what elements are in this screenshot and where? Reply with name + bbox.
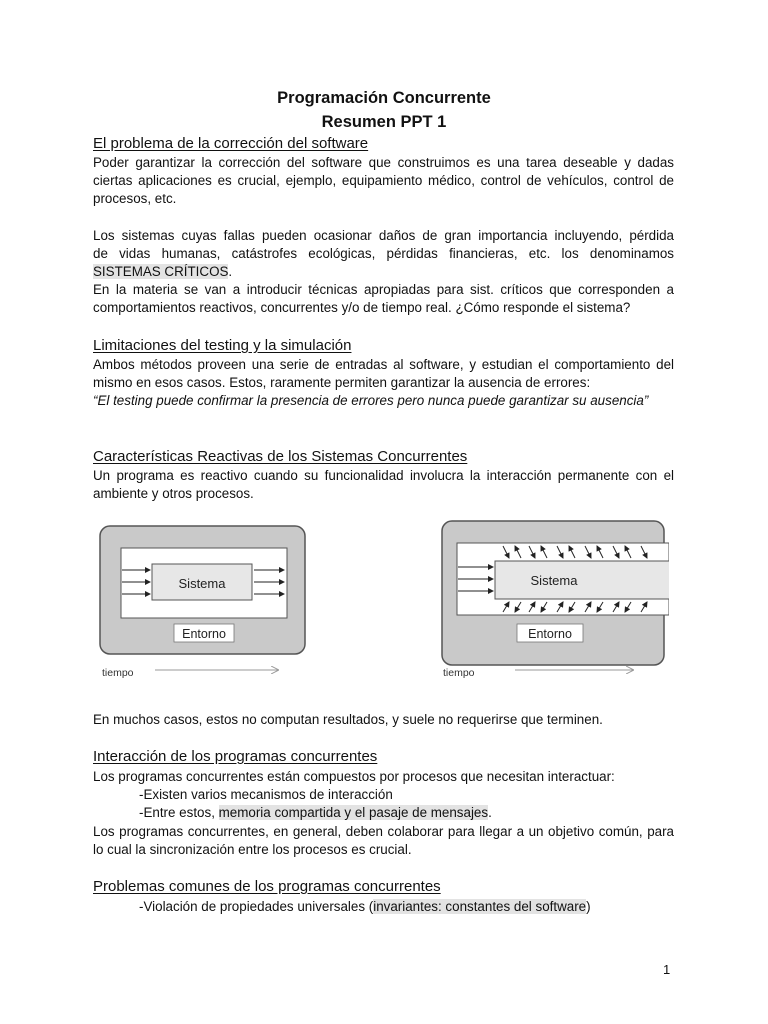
section-heading-correccion: El problema de la corrección del software — [93, 135, 369, 152]
figure-sistema-reactivo — [437, 515, 669, 685]
system-label: Sistema — [178, 576, 226, 591]
bullet-violacion — [139, 898, 720, 916]
paragraph-correccion: Poder garantizar la corrección del software que construimos es una tarea deseable y dadas ciertas aplicaciones es crucial, ejemplo, equipamiento médico, control de vehículos, control de procesos, etc. — [93, 155, 674, 207]
highlight-memoria: memoria compartida y el pasaje de mensajes — [218, 805, 489, 820]
section-heading-reactivas: Características Reactivas de los Sistemas Concurrentes — [93, 448, 468, 465]
document-subtitle: Resumen PPT 1 — [321, 113, 447, 131]
page-number: 1 — [663, 962, 671, 977]
env-label: Entorno — [182, 627, 226, 641]
period: . — [488, 805, 492, 820]
bullet-prefix: -Violación de propiedades universales ( — [139, 899, 374, 914]
system-label: Sistema — [530, 573, 578, 588]
env-label: Entorno — [528, 627, 572, 641]
time-label: tiempo — [443, 667, 475, 679]
paragraph-tecnicas: En la materia se van a introducir técnicas apropiadas para sist. críticos que corresponden a comportamientos reactivos, concurrentes y/o de tiempo real. ¿Cómo responde el sistema? — [93, 282, 674, 316]
figure-sistema-transformacional — [95, 520, 315, 685]
line-1: Los sistemas cuyas fallas pueden ocasionar daños de gran importancia incluyendo, pérdida — [93, 228, 674, 243]
bullet-prefix: -Entre estos, — [139, 805, 219, 820]
period: . — [228, 264, 233, 280]
section-heading-problemas: Problemas comunes de los programas concurrentes — [93, 878, 441, 895]
paragraph-sincronizacion: Los programas concurrentes, en general, deben colaborar para llegar a un objetivo común, para lo cual la sincronización entre los procesos es crucial. — [93, 824, 674, 858]
closing-paren: ) — [586, 899, 591, 914]
time-label: tiempo — [102, 667, 134, 679]
paragraph-reactivo: Un programa es reactivo cuando su funcionalidad involucra la interacción permanente con el ambiente y otros procesos. — [93, 468, 674, 502]
line-2: de vidas humanas, catástrofes ecológicas, pérdidas financieras, etc. los denominamos — [93, 246, 674, 262]
highlight-invariantes: invariantes: constantes del software — [373, 899, 587, 914]
paragraph-testing: Ambos métodos proveen una serie de entradas al software, y estudian el comportamiento del mismo en esos casos. Estos, raramente permiten garantizar la ausencia de errores: — [93, 357, 674, 391]
bullet-mecanismos: -Existen varios mecanismos de interacción — [139, 787, 393, 802]
paragraph-interaccion: Los programas concurrentes están compuestos por procesos que necesitan interactuar: — [93, 769, 615, 784]
system-box — [495, 561, 669, 599]
paragraph-sistemas-criticos — [93, 227, 674, 282]
paragraph-no-terminan: En muchos casos, estos no computan resultados, y suele no requerirse que terminen. — [93, 712, 603, 727]
quote-testing: “El testing puede confirmar la presencia de errores pero nunca puede garantizar su ausencia” — [93, 393, 649, 408]
section-heading-interaccion: Interacción de los programas concurrentes — [93, 748, 378, 765]
section-heading-testing: Limitaciones del testing y la simulación — [93, 337, 352, 354]
bullet-memoria — [139, 804, 720, 822]
highlight-sistemas-criticos: SISTEMAS CRÍTICOS — [93, 264, 229, 280]
document-title: Programación Concurrente — [277, 89, 491, 107]
